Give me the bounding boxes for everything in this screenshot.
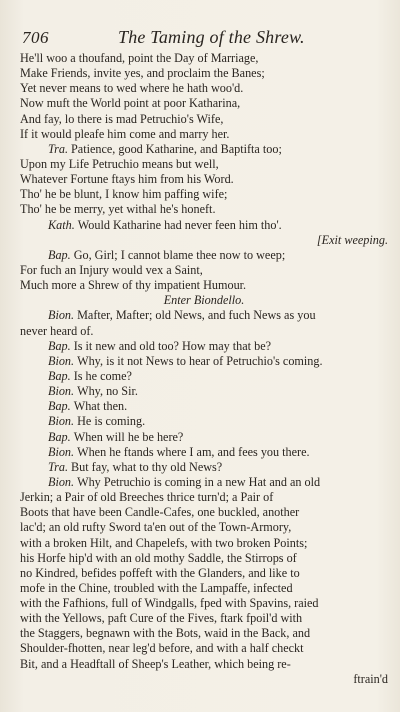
text-line (20, 626, 388, 641)
speaker-name: Tra. (48, 141, 68, 156)
text-line (20, 308, 388, 323)
stage-direction (20, 293, 388, 308)
line-text: Why Petruchio is coming in a new Hat and an old (77, 474, 321, 489)
text-line (20, 127, 388, 142)
speaker-name: Bion. (48, 474, 75, 489)
running-title: The Taming of the Shrew. (118, 27, 305, 47)
speaker-name: Tra. (48, 459, 68, 474)
line-text: [Exit weeping. (316, 232, 388, 247)
text-line (20, 187, 388, 202)
line-text: Whatever Fortune ftays him from his Word. (20, 172, 234, 187)
line-text: with the Fafhions, full of Windgalls, fped with Spavins, raied (20, 596, 319, 611)
line-text: Yet never means to wed where he hath woo'd. (20, 81, 244, 96)
text-line (20, 399, 388, 414)
text-line (20, 490, 388, 505)
speaker-name: Bap. (48, 247, 71, 262)
line-text: mofe in the Chine, troubled with the Lampaffe, infected (20, 580, 293, 595)
text-line (20, 657, 388, 672)
line-text: with the Yellows, paft Cure of the Fives, ftark fpoil'd with (20, 611, 303, 626)
speaker-name: Bap. (48, 399, 71, 414)
text-line (20, 596, 388, 611)
speaker-name: Bion. (48, 384, 75, 399)
text-line (20, 551, 388, 566)
line-text: no Kindred, befides poffeft with the Glanders, and like to (20, 565, 300, 580)
text-line (20, 414, 388, 429)
text-line (20, 263, 388, 278)
text-line (20, 354, 388, 369)
line-text: Shoulder-fhotten, near leg'd before, and with a half checkt (20, 641, 304, 656)
line-text: never heard of. (20, 323, 94, 338)
line-text: He is coming. (77, 414, 146, 429)
text-line (20, 672, 388, 687)
speaker-name: Bion. (48, 444, 75, 459)
line-text: Would Katharine had never feen him tho'. (77, 217, 282, 232)
running-header (22, 28, 382, 50)
line-text: When will he be here? (73, 429, 184, 444)
line-text: Bit, and a Headftall of Sheep's Leather, which being re- (20, 656, 291, 671)
line-text: And fay, lo there is mad Petruchio's Wife, (20, 111, 224, 126)
text-line (20, 520, 388, 535)
speaker-name: Bap. (48, 429, 71, 444)
text-line (20, 505, 388, 520)
text-line (20, 66, 388, 81)
text-line (20, 445, 388, 460)
line-text: with a broken Hilt, and Chapelefs, with two broken Points; (20, 535, 308, 550)
text-line (20, 51, 388, 66)
text-line (20, 641, 388, 656)
line-text: lac'd; an old rufty Sword ta'en out of the Town-Armory, (20, 520, 292, 535)
line-text: But fay, what to thy old News? (71, 459, 223, 474)
line-text: Much more a Shrew of thy impatient Humour. (20, 278, 247, 293)
line-text: the Staggers, begnawn with the Bots, waid in the Back, and (20, 626, 311, 641)
speaker-name: Bap. (48, 338, 71, 353)
line-text: Patience, good Katharine, and Baptifta too; (71, 141, 282, 156)
text-line (20, 581, 388, 596)
speaker-name: Bion. (48, 308, 75, 323)
line-text: Tho' he be blunt, I know him paffing wife; (20, 187, 228, 202)
line-text: If it would pleafe him come and marry her. (20, 126, 230, 141)
line-text: Go, Girl; I cannot blame thee now to weep; (73, 247, 286, 262)
line-text: Now muft the World point at poor Katharina, (20, 96, 241, 111)
text-line (20, 202, 388, 217)
line-text: Why, is it not News to hear of Petruchio's coming. (77, 353, 323, 368)
speaker-name: Bion. (48, 414, 75, 429)
line-text: What then. (73, 399, 128, 414)
line-text: Jerkin; a Pair of old Breeches thrice turn'd; a Pair of (20, 490, 274, 505)
line-text: Enter Biondello. (163, 293, 245, 308)
line-text: Make Friends, invite yes, and proclaim the Banes; (20, 66, 265, 81)
line-text: Mafter, Mafter; old News, and fuch News as you (77, 308, 316, 323)
line-text: his Horfe hip'd with an old mothy Saddle, the Stirrops of (20, 550, 297, 565)
line-text: When he ftands where I am, and fees you there. (77, 444, 310, 459)
line-text: ftrain'd (353, 671, 388, 686)
speaker-name: Bap. (48, 368, 71, 383)
text-line (20, 475, 388, 490)
text-line (20, 460, 388, 475)
speaker-name: Kath. (48, 217, 75, 232)
speaker-name: Bion. (48, 353, 75, 368)
play-text (20, 51, 388, 687)
text-line (20, 566, 388, 581)
line-text: Is it new and old too? How may that be? (73, 338, 272, 353)
page-number: 706 (22, 28, 49, 47)
text-line (20, 611, 388, 626)
text-line (20, 369, 388, 384)
line-text: For fuch an Injury would vex a Saint, (20, 262, 203, 277)
text-line (20, 172, 388, 187)
text-line (20, 248, 388, 263)
line-text: Boots that have been Candle-Cafes, one buckled, another (20, 505, 300, 520)
text-line (20, 112, 388, 127)
text-line (20, 81, 388, 96)
text-line (20, 339, 388, 354)
text-line (20, 142, 388, 157)
line-text: He'll woo a thoufand, point the Day of Marriage, (20, 51, 259, 65)
stage-direction (20, 233, 388, 248)
text-line (20, 157, 388, 172)
text-line (20, 430, 388, 445)
text-line (20, 324, 388, 339)
line-text: Upon my Life Petruchio means but well, (20, 156, 219, 171)
line-text: Is he come? (73, 368, 132, 383)
text-line (20, 384, 388, 399)
line-text: Why, no Sir. (77, 384, 138, 399)
text-line (20, 278, 388, 293)
line-text: Tho' he be merry, yet withal he's honeft. (20, 202, 216, 217)
text-line (20, 96, 388, 111)
text-line (20, 536, 388, 551)
text-line (20, 218, 388, 233)
